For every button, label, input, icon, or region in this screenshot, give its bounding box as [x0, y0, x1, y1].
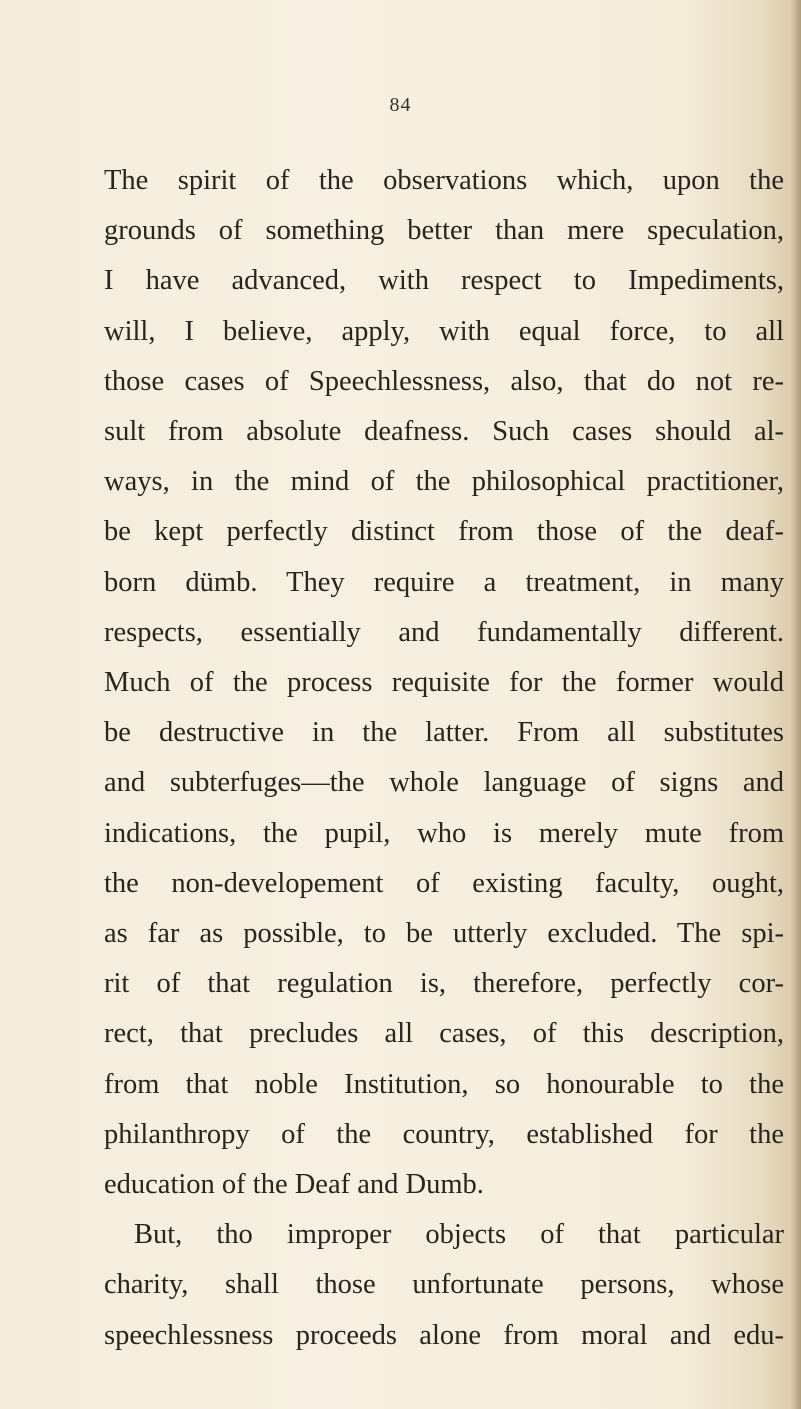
text-line: be destructive in the latter. From all substitutes — [104, 717, 784, 749]
text-line: education of the Deaf and Dumb. — [104, 1169, 484, 1201]
text-line: respects, essentially and fundamentally different. — [104, 616, 784, 648]
text-line: rit of that regulation is, therefore, perfectly cor- — [104, 968, 784, 1000]
text-line: charity, shall those unfortunate persons, whose — [104, 1269, 784, 1301]
text-line: will, I believe, apply, with equal force, to all — [104, 315, 784, 347]
text-line: be kept perfectly distinct from those of the deaf- — [104, 516, 784, 548]
text-line: philanthropy of the country, established for the — [104, 1118, 784, 1150]
text-line: sult from absolute deafness. Such cases should al- — [104, 416, 784, 448]
text-line: the non-developement of existing faculty, ought, — [104, 867, 784, 899]
text-line: grounds of something better than mere speculation, — [104, 215, 784, 247]
page-number: 84 — [389, 94, 412, 116]
text-line: as far as possible, to be utterly excluded. The spi- — [104, 918, 784, 950]
body-text — [104, 156, 784, 1361]
text-line: born dümb. They require a treatment, in many — [104, 566, 784, 598]
text-line: ways, in the mind of the philosophical practitioner, — [104, 466, 784, 498]
text-line: and subterfuges—the whole language of signs and — [104, 767, 784, 799]
text-line: from that noble Institution, so honourable to the — [104, 1068, 784, 1100]
text-line: those cases of Speechlessness, also, that do not re- — [104, 365, 784, 397]
text-line: indications, the pupil, who is merely mute from — [104, 817, 784, 849]
text-line: rect, that precludes all cases, of this description, — [104, 1018, 784, 1050]
text-line: The spirit of the observations which, upon the — [104, 165, 784, 196]
text-line: I have advanced, with respect to Impediments, — [104, 265, 784, 297]
text-line: Much of the process requisite for the former would — [104, 667, 784, 699]
text-line: But, tho improper objects of that particular — [134, 1219, 784, 1251]
page-edge-shadow — [791, 0, 801, 1409]
text-line: speechlessness proceeds alone from moral and edu- — [104, 1319, 784, 1351]
